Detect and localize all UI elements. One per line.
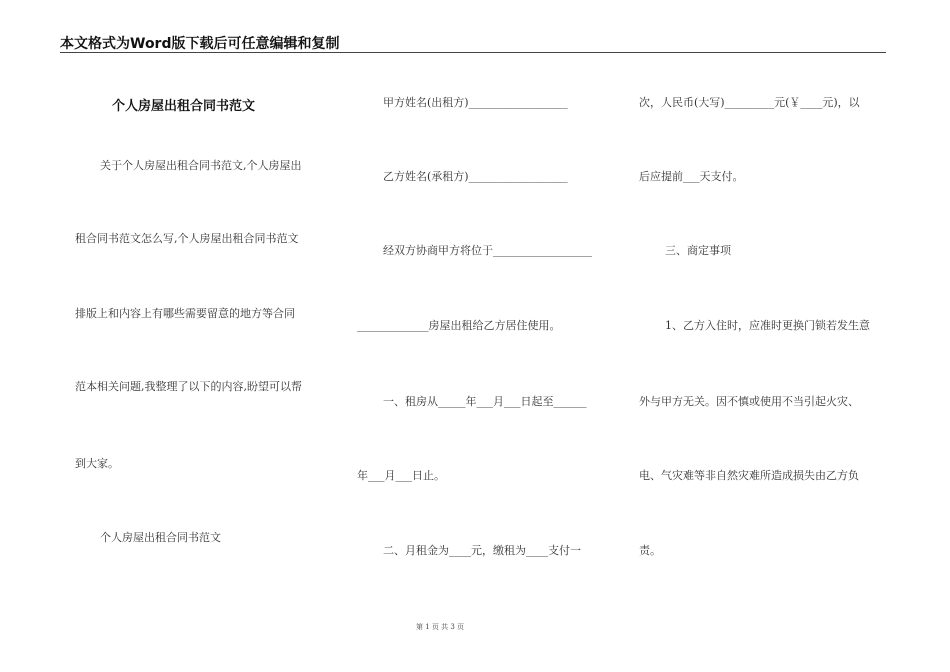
document-title: 个人房屋出租合同书范文 — [112, 99, 256, 114]
col2-line-1: 甲方姓名(出租方)__________________ — [383, 96, 568, 109]
col1-line-4: 范本相关问题,我整理了以下的内容,盼望可以帮 — [75, 380, 302, 393]
col2-line-6: 年___月___日止。 — [357, 469, 445, 482]
col3-heading: 三、商定事项 — [665, 244, 731, 257]
col2-line-2: 乙方姓名(承租方)__________________ — [383, 170, 568, 183]
page-number: 第 1 页 共 3 页 — [415, 623, 465, 631]
col1-line-1: 关于个人房屋出租合同书范文,个人房屋出 — [100, 159, 302, 172]
col2-line-7: 二、月租金为____元，缴租为____支付一 — [383, 544, 581, 557]
col3-line-5: 外与甲方无关。因不慎或使用不当引起火灾、 — [639, 395, 859, 408]
col1-line-3: 排版上和内容上有哪些需要留意的地方等合同 — [75, 307, 295, 320]
header-divider — [60, 52, 886, 53]
download-banner: 本文格式为Word版下载后可任意编辑和复制 — [60, 36, 340, 52]
col2-line-5: 一、租房从_____年___月___日起至______ — [383, 395, 587, 408]
col1-line-5: 到大家。 — [75, 457, 119, 470]
col2-line-4: _____________房屋出租给乙方居住使用。 — [357, 319, 561, 332]
col3-line-6: 电、气灾难等非自然灾难所造成损失由乙方负 — [639, 469, 859, 482]
col2-line-3: 经双方协商甲方将位于__________________ — [383, 244, 592, 257]
col3-line-1: 次，人民币(大写)_________元(￥____元)，以 — [639, 96, 860, 109]
col3-line-4: 1、乙方入住时，应准时更换门锁若发生意 — [665, 319, 870, 332]
col1-line-2: 租合同书范文怎么写,个人房屋出租合同书范文 — [75, 232, 299, 245]
col1-subheading: 个人房屋出租合同书范文 — [100, 531, 221, 544]
col3-line-2: 后应提前___天支付。 — [639, 170, 744, 183]
col3-line-7: 责。 — [639, 544, 661, 557]
